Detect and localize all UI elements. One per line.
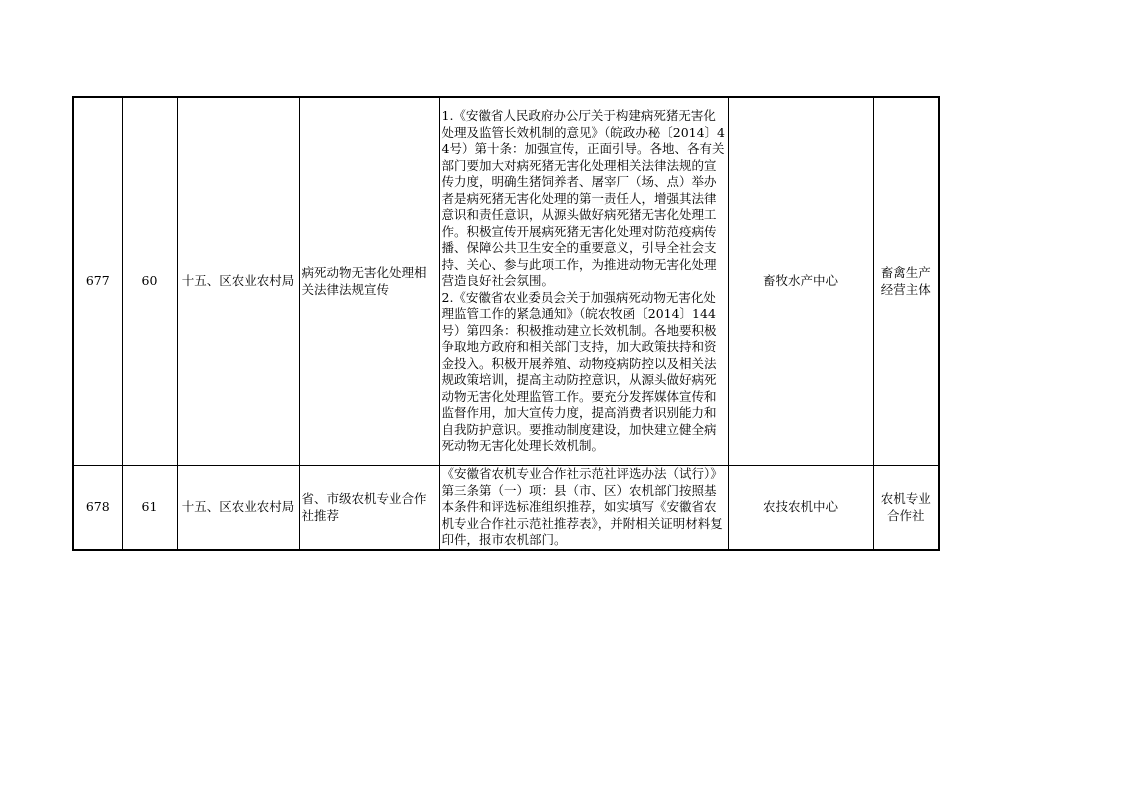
legal-basis-cell — [439, 466, 728, 551]
legal-basis-cell — [439, 97, 728, 466]
table-row — [73, 97, 939, 466]
item-name-cell: 省、市级农机专业合作社推荐 — [299, 466, 439, 551]
legal-basis-paragraph: 《安徽省农机专业合作社示范社评选办法（试行）》第三条第（一）项：县（市、区）农机部门按照基本条件和评选标准组织推荐，如实填写《安徽省农机专业合作社示范社推荐表》，并附相关证明材料复印件，报市农机部门。 — [441, 466, 723, 548]
sub-seq-cell: 60 — [122, 97, 177, 466]
legal-basis-paragraph: 2.《安徽省农业委员会关于加强病死动物无害化处理监管工作的紧急通知》（皖农牧函〔2014〕144号）第四条：积极推动建立长效机制。各地要积极争取地方政府和相关部门支持，加大政策扶持和资金投入。积极开展养殖、动物疫病防控以及相关法规政策培训，提高主动防控意识，从源头做好病死动物无害化处理监管工作。要充分发挥媒体宣传和监督作用，加大宣传力度，提高消费者识别能力和自我防护意识。要推动制度建设，加快建立健全病死动物无害化处理长效机制。 — [441, 289, 717, 454]
target-cell: 农机专业合作社 — [873, 466, 939, 551]
target-cell: 畜禽生产经营主体 — [873, 97, 939, 466]
service-items-table — [72, 96, 940, 551]
responsible-unit-cell: 畜牧水产中心 — [728, 97, 873, 466]
responsible-unit-cell: 农技农机中心 — [728, 466, 873, 551]
sub-seq-cell: 61 — [122, 466, 177, 551]
seq-cell: 677 — [73, 97, 122, 466]
seq-cell: 678 — [73, 466, 122, 551]
item-name-cell: 病死动物无害化处理相关法律法规宣传 — [299, 97, 439, 466]
table-row — [73, 466, 939, 551]
department-cell: 十五、区农业农村局 — [177, 97, 299, 466]
legal-basis-paragraph: 1.《安徽省人民政府办公厅关于构建病死猪无害化处理及监管长效机制的意见》（皖政办秘〔2014〕44号）第十条：加强宣传，正面引导。各地、各有关部门要加大对病死猪无害化处理相关法律法规的宣传力度，明确生猪饲养者、屠宰厂（场、点）举办者是病死猪无害化处理的第一责任人，增强其法律意识和责任意识，从源头做好病死猪无害化处理工作。积极宣传开展病死猪无害化处理对防范疫病传播、保障公共卫生安全的重要意义，引导全社会支持、关心、参与此项工作，为推进动物无害化处理营造良好社会氛围。 — [441, 108, 726, 289]
department-cell: 十五、区农业农村局 — [177, 466, 299, 551]
